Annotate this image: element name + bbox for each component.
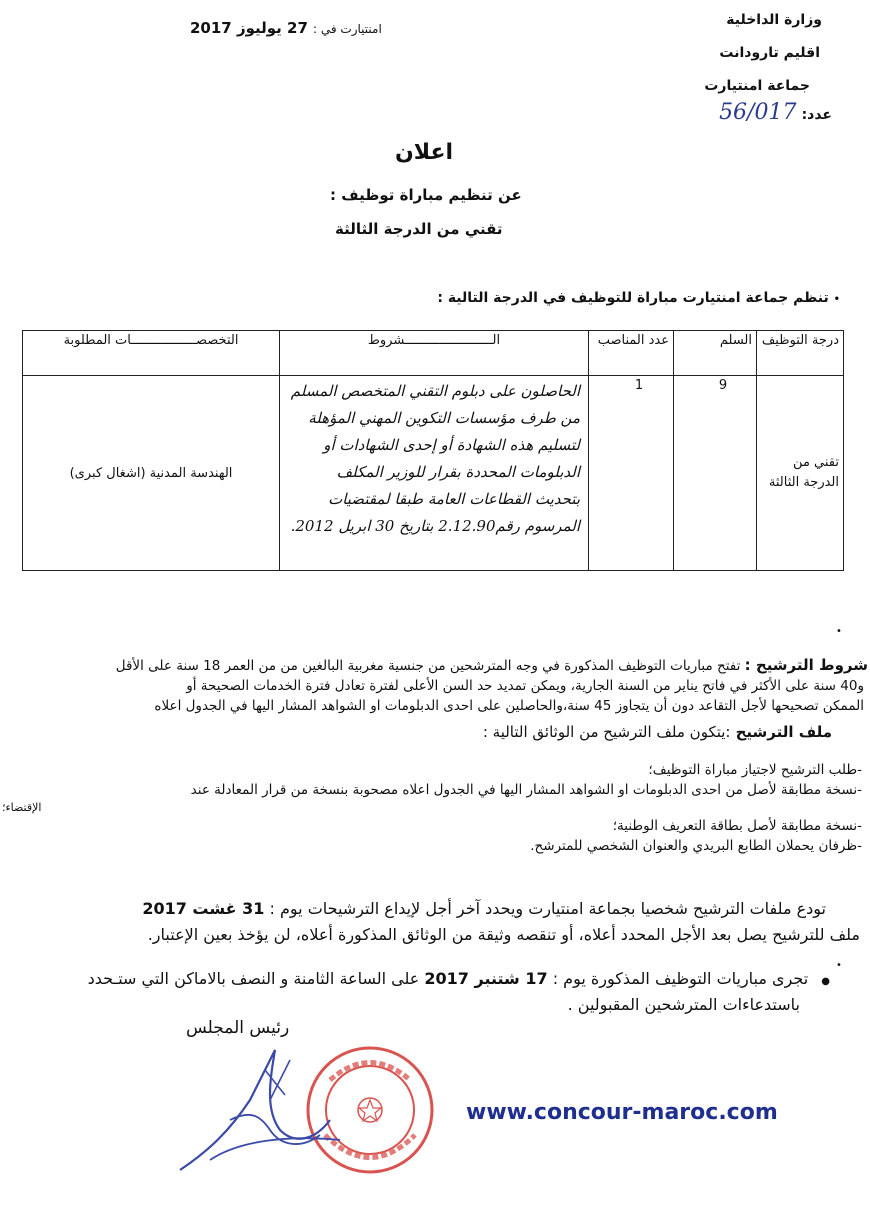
bullet-icon: ● <box>821 976 830 987</box>
table-header-row <box>23 331 844 376</box>
header-posts: عدد المناصب <box>589 331 674 376</box>
intro-text: تنظم جماعة امنتيارت مباراة للتوظيف في الدرجة التالية : <box>437 290 829 306</box>
star-icon <box>359 1100 381 1121</box>
application-file-label: ملف الترشيح <box>735 723 832 741</box>
cell-scale: 9 <box>674 376 757 571</box>
conditions-line-3: الممكن تصحيحها لأجل التقاعد دون أن يتجاوز 45 سنة،والحاصلين على احدى الدبلومات او الشواهد المشار اليها في الجدول اعلاه <box>154 698 864 714</box>
bullet-icon: • <box>836 626 842 637</box>
cell-grade: تقني من الدرجة الثالثة <box>757 376 844 571</box>
table-row <box>23 376 844 571</box>
positions-table <box>22 330 844 571</box>
cell-posts: 1 <box>589 376 674 571</box>
exam-suffix: على الساعة الثامنة و النصف بالاماكن التي ستـحدد <box>87 969 420 988</box>
application-file-intro: :يتكون ملف الترشيح من الوثائق التالية : <box>482 723 731 741</box>
exam-prefix: تجرى مباريات التوظيف المذكورة يوم : <box>552 969 809 988</box>
candidacy-conditions <box>2 655 868 716</box>
cell-conditions: الحاصلون على دبلوم التقني المتخصص المسلم من طرف مؤسسات التكوين المهني المؤهلة لتسليم هذه الشهادة أو إحدى الشهادات أو الدبلومات المحددة بقرار للوزير المكلف بتحديث القطاعات العامة طبقا لمقتضيات المرسوم رقم2.12.90 بتاريخ 30 ابريل 2012. <box>280 376 589 571</box>
header-grade: درجة التوظيف <box>757 331 844 376</box>
conditions-label: شروط الترشيح : <box>744 656 868 674</box>
application-file-list <box>2 760 862 856</box>
header-scale: السلم <box>674 331 757 376</box>
date-prefix: امنتيارت في : <box>313 22 382 36</box>
header-province: اقليم تارودانت <box>719 45 820 61</box>
bullet-icon: • <box>833 294 840 305</box>
deposit-text: تودع ملفات الترشيح شخصيا بجماعة امنتيارت ويحدد آخر أجل لإيداع الترشيحات يوم : <box>269 899 826 918</box>
reference-label: عدد: <box>801 107 832 123</box>
handwritten-signature <box>170 1040 360 1180</box>
deposit-line <box>142 898 826 920</box>
header-commune: جماعة امنتيارت <box>704 78 810 94</box>
signature-title: رئيس المجلس <box>186 1018 290 1038</box>
header-date <box>190 18 382 37</box>
bullet-icon: • <box>836 960 842 971</box>
watermark-url: www.concour-maroc.com <box>466 1100 778 1125</box>
list-item: -طلب الترشيح لاجتياز مباراة التوظيف؛ <box>648 762 862 778</box>
exam-date: 17 شتنبر 2017 <box>424 969 548 988</box>
reference-number: 56/017 <box>719 100 797 125</box>
list-item: -نسخة مطابقة لأصل من احدى الدبلومات او الشواهد المشار اليها في الجدول اعلاه مصحوبة بنسخة من قرار المعادلة عند <box>190 782 862 798</box>
deposit-date: 31 غشت 2017 <box>142 899 265 918</box>
header-specialty: التخصصـــــــــــــــــات المطلوبة <box>23 331 280 376</box>
conditions-line-2: و40 سنة على الأكثر في فاتح يناير من السنة الجارية، ويمكن تمديد حد السن الأعلى لفترة تعادل فترة الخدمات الصحيحة أو <box>186 678 864 694</box>
date-value: 27 يوليوز 2017 <box>190 19 308 37</box>
late-notice: ملف للترشيح يصل بعد الأجل المحدد أعلاه، أو تنقصه وثيقة من الوثائق المذكورة أعلاه، لن يؤخذ بعين الإعتبار. <box>147 925 860 944</box>
header-reference <box>719 100 832 125</box>
conditions-text-1: تفتح مباريات التوظيف المذكورة في وجه المترشحين من جنسية مغربية البالغين من من العمر 18 سنة على الأقل <box>115 658 741 674</box>
intro-line <box>437 290 840 306</box>
application-file-heading <box>483 722 832 741</box>
list-item: -ظرفان يحملان الطابع البريدي والعنوان الشخصي للمترشح. <box>530 838 862 854</box>
cell-specialty: الهندسة المدنية (اشغال كبرى) <box>23 376 280 571</box>
page-title: اعلان <box>395 140 454 165</box>
header-conditions: الـــــــــــــــــــــــشروط <box>280 331 589 376</box>
list-item: الإقتضاء؛ <box>2 801 42 814</box>
exam-line-2: باستدعاءات المترشحين المقبولين . <box>567 995 800 1014</box>
header-ministry: وزارة الداخلية <box>726 12 822 28</box>
subtitle-competition: عن تنظيم مباراة توظيف : <box>330 186 522 204</box>
exam-line-1 <box>88 968 830 993</box>
list-item: -نسخة مطابقة لأصل بطاقة التعريف الوطنية؛ <box>612 818 862 834</box>
conditions-line-1 <box>2 655 868 676</box>
subtitle-grade: تقني من الدرجة الثالثة <box>335 220 503 238</box>
